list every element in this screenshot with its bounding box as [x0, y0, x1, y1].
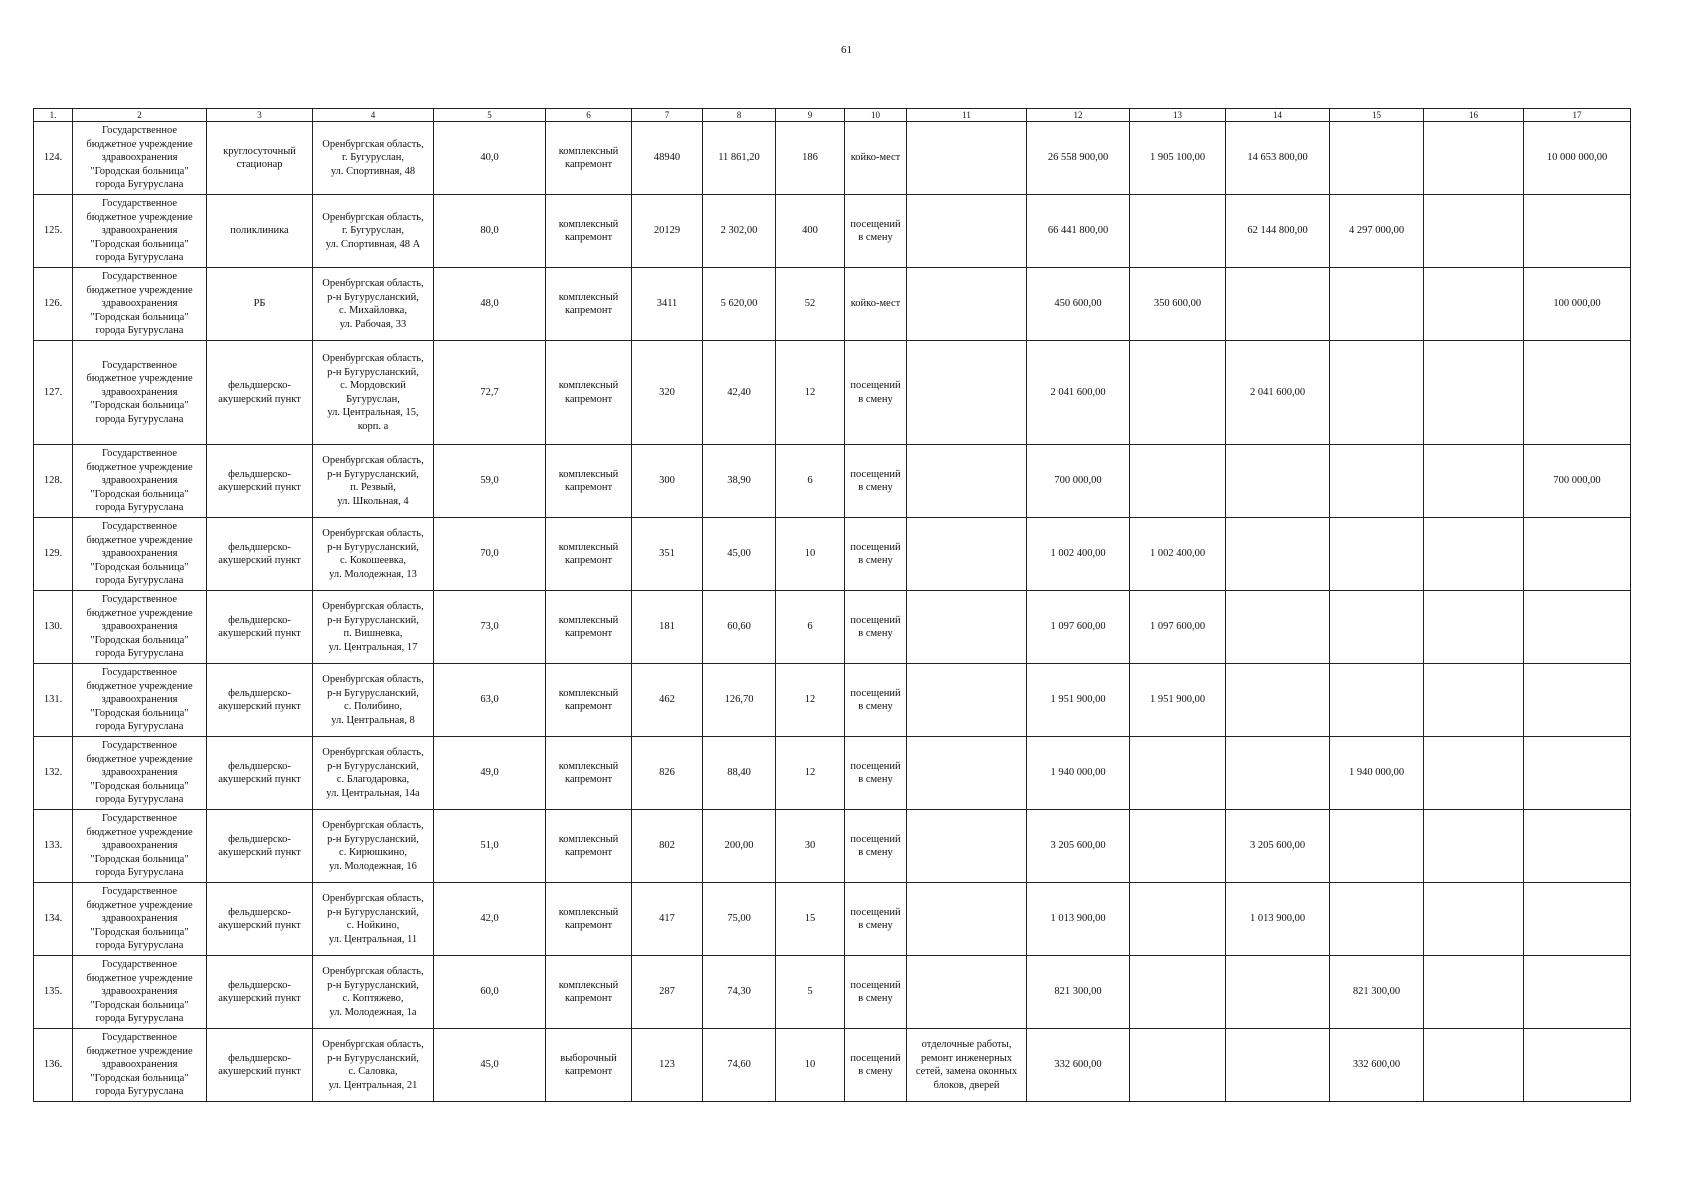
work-type: комплексный капремонт	[546, 737, 632, 810]
area-value: 200,00	[703, 810, 776, 883]
organization: Государственное бюджетное учреждение здравоохранения "Городская больница" города Бугуруслана	[73, 341, 207, 445]
facility-type: фельдшерско- акушерский пункт	[207, 1029, 313, 1102]
capacity-value: 6	[776, 445, 845, 518]
cost-col-17	[1524, 664, 1631, 737]
area-value: 45,00	[703, 518, 776, 591]
cost-col-17	[1524, 1029, 1631, 1102]
facility-type: фельдшерско- акушерский пункт	[207, 883, 313, 956]
col-14-header: 14	[1226, 109, 1330, 122]
facility-type: фельдшерско- акушерский пункт	[207, 664, 313, 737]
cost-col-14	[1226, 1029, 1330, 1102]
cost-col-13	[1130, 956, 1226, 1029]
organization: Государственное бюджетное учреждение здравоохранения "Городская больница" города Бугуруслана	[73, 664, 207, 737]
work-description	[907, 956, 1027, 1029]
cost-col-14: 2 041 600,00	[1226, 341, 1330, 445]
work-description	[907, 122, 1027, 195]
column-number-header	[34, 109, 1631, 122]
cost-col-14	[1226, 268, 1330, 341]
capacity-unit: посещений в смену	[845, 883, 907, 956]
cost-col-16	[1424, 883, 1524, 956]
capacity-value: 30	[776, 810, 845, 883]
col-7-value: 123	[632, 1029, 703, 1102]
table-row	[34, 1029, 1631, 1102]
organization: Государственное бюджетное учреждение здравоохранения "Городская больница" города Бугуруслана	[73, 195, 207, 268]
cost-col-13	[1130, 810, 1226, 883]
work-type: комплексный капремонт	[546, 195, 632, 268]
area-value: 88,40	[703, 737, 776, 810]
col-7-value: 351	[632, 518, 703, 591]
work-description	[907, 341, 1027, 445]
total-cost: 821 300,00	[1027, 956, 1130, 1029]
work-description	[907, 518, 1027, 591]
total-cost: 1 013 900,00	[1027, 883, 1130, 956]
total-cost: 1 002 400,00	[1027, 518, 1130, 591]
col-7-header: 7	[632, 109, 703, 122]
col-7-value: 320	[632, 341, 703, 445]
work-description	[907, 664, 1027, 737]
cost-col-14	[1226, 591, 1330, 664]
capacity-value: 12	[776, 664, 845, 737]
facility-type: фельдшерско- акушерский пункт	[207, 956, 313, 1029]
cost-col-13: 1 951 900,00	[1130, 664, 1226, 737]
col-7-value: 417	[632, 883, 703, 956]
work-description	[907, 810, 1027, 883]
address: Оренбургская область, р-н Бугурусланский, с. Нойкино, ул. Центральная, 11	[313, 883, 434, 956]
organization: Государственное бюджетное учреждение здравоохранения "Городская больница" города Бугуруслана	[73, 1029, 207, 1102]
area-value: 2 302,00	[703, 195, 776, 268]
cost-col-14: 14 653 800,00	[1226, 122, 1330, 195]
col-7-value: 300	[632, 445, 703, 518]
capacity-value: 5	[776, 956, 845, 1029]
col-7-value: 802	[632, 810, 703, 883]
capacity-value: 12	[776, 341, 845, 445]
cost-col-15	[1330, 883, 1424, 956]
work-description	[907, 195, 1027, 268]
cost-col-16	[1424, 591, 1524, 664]
row-number: 136.	[34, 1029, 73, 1102]
row-number: 131.	[34, 664, 73, 737]
col-4-header: 4	[313, 109, 434, 122]
table-row	[34, 268, 1631, 341]
row-number: 133.	[34, 810, 73, 883]
total-cost: 26 558 900,00	[1027, 122, 1130, 195]
cost-col-15	[1330, 268, 1424, 341]
address: Оренбургская область, р-н Бугурусланский, с. Благодаровка, ул. Центральная, 14а	[313, 737, 434, 810]
col-17-header: 17	[1524, 109, 1631, 122]
col-5-value: 48,0	[434, 268, 546, 341]
cost-col-14	[1226, 956, 1330, 1029]
total-cost: 66 441 800,00	[1027, 195, 1130, 268]
cost-col-17	[1524, 737, 1631, 810]
cost-col-16	[1424, 737, 1524, 810]
cost-col-15: 821 300,00	[1330, 956, 1424, 1029]
address: Оренбургская область, г. Бугуруслан, ул. Спортивная, 48	[313, 122, 434, 195]
table-row	[34, 518, 1631, 591]
col-16-header: 16	[1424, 109, 1524, 122]
col-7-value: 20129	[632, 195, 703, 268]
table-row	[34, 195, 1631, 268]
cost-col-14: 62 144 800,00	[1226, 195, 1330, 268]
table-row	[34, 445, 1631, 518]
cost-col-15	[1330, 122, 1424, 195]
table-row	[34, 883, 1631, 956]
cost-col-15: 4 297 000,00	[1330, 195, 1424, 268]
cost-col-16	[1424, 268, 1524, 341]
total-cost: 700 000,00	[1027, 445, 1130, 518]
facility-type: фельдшерско- акушерский пункт	[207, 518, 313, 591]
organization: Государственное бюджетное учреждение здравоохранения "Городская больница" города Бугуруслана	[73, 737, 207, 810]
cost-col-13	[1130, 445, 1226, 518]
total-cost: 332 600,00	[1027, 1029, 1130, 1102]
work-type: комплексный капремонт	[546, 268, 632, 341]
cost-col-17	[1524, 591, 1631, 664]
page-number: 61	[841, 44, 852, 56]
area-value: 42,40	[703, 341, 776, 445]
facility-type: фельдшерско- акушерский пункт	[207, 737, 313, 810]
col-2-header: 2	[73, 109, 207, 122]
col-11-header: 11	[907, 109, 1027, 122]
cost-col-15	[1330, 664, 1424, 737]
table-body	[34, 122, 1631, 1102]
cost-col-13	[1130, 883, 1226, 956]
cost-col-16	[1424, 122, 1524, 195]
col-10-header: 10	[845, 109, 907, 122]
cost-col-15	[1330, 591, 1424, 664]
total-cost: 3 205 600,00	[1027, 810, 1130, 883]
work-type: комплексный капремонт	[546, 956, 632, 1029]
col-13-header: 13	[1130, 109, 1226, 122]
facility-type: фельдшерско- акушерский пункт	[207, 810, 313, 883]
cost-col-13: 1 002 400,00	[1130, 518, 1226, 591]
facility-type: круглосуточный стационар	[207, 122, 313, 195]
col-5-value: 70,0	[434, 518, 546, 591]
address: Оренбургская область, г. Бугуруслан, ул. Спортивная, 48 А	[313, 195, 434, 268]
cost-col-14	[1226, 518, 1330, 591]
address: Оренбургская область, р-н Бугурусланский, п. Резвый, ул. Школьная, 4	[313, 445, 434, 518]
col-12-header: 12	[1027, 109, 1130, 122]
cost-col-13	[1130, 341, 1226, 445]
col-5-value: 72,7	[434, 341, 546, 445]
col-8-header: 8	[703, 109, 776, 122]
capacity-unit: посещений в смену	[845, 518, 907, 591]
cost-col-15	[1330, 341, 1424, 445]
capacity-unit: посещений в смену	[845, 445, 907, 518]
row-number: 132.	[34, 737, 73, 810]
table-row	[34, 664, 1631, 737]
table-row	[34, 591, 1631, 664]
work-type: комплексный капремонт	[546, 122, 632, 195]
capital-repair-table	[33, 108, 1631, 1102]
facility-type: фельдшерско- акушерский пункт	[207, 591, 313, 664]
cost-col-16	[1424, 195, 1524, 268]
row-number: 128.	[34, 445, 73, 518]
organization: Государственное бюджетное учреждение здравоохранения "Городская больница" города Бугуруслана	[73, 591, 207, 664]
cost-col-14	[1226, 664, 1330, 737]
cost-col-17	[1524, 956, 1631, 1029]
work-description	[907, 445, 1027, 518]
cost-col-15	[1330, 518, 1424, 591]
table-row	[34, 956, 1631, 1029]
cost-col-15: 332 600,00	[1330, 1029, 1424, 1102]
cost-col-16	[1424, 341, 1524, 445]
cost-col-16	[1424, 810, 1524, 883]
cost-col-13	[1130, 1029, 1226, 1102]
cost-col-17	[1524, 195, 1631, 268]
col-7-value: 826	[632, 737, 703, 810]
facility-type: фельдшерско- акушерский пункт	[207, 445, 313, 518]
organization: Государственное бюджетное учреждение здравоохранения "Городская больница" города Бугуруслана	[73, 883, 207, 956]
work-description	[907, 883, 1027, 956]
cost-col-14	[1226, 737, 1330, 810]
capacity-value: 400	[776, 195, 845, 268]
capacity-value: 10	[776, 518, 845, 591]
organization: Государственное бюджетное учреждение здравоохранения "Городская больница" города Бугуруслана	[73, 268, 207, 341]
work-type: комплексный капремонт	[546, 341, 632, 445]
capacity-unit: посещений в смену	[845, 737, 907, 810]
cost-col-15	[1330, 445, 1424, 518]
capacity-unit: койко-мест	[845, 122, 907, 195]
capacity-value: 15	[776, 883, 845, 956]
address: Оренбургская область, р-н Бугурусланский, с. Коптяжево, ул. Молодежная, 1а	[313, 956, 434, 1029]
col-7-value: 181	[632, 591, 703, 664]
address: Оренбургская область, р-н Бугурусланский, с. Кирюшкино, ул. Молодежная, 16	[313, 810, 434, 883]
capacity-unit: посещений в смену	[845, 810, 907, 883]
cost-col-17: 100 000,00	[1524, 268, 1631, 341]
col-9-header: 9	[776, 109, 845, 122]
facility-type: фельдшерско- акушерский пункт	[207, 341, 313, 445]
row-number: 134.	[34, 883, 73, 956]
cost-col-16	[1424, 1029, 1524, 1102]
col-5-value: 80,0	[434, 195, 546, 268]
total-cost: 450 600,00	[1027, 268, 1130, 341]
capacity-value: 6	[776, 591, 845, 664]
col-5-header: 5	[434, 109, 546, 122]
cost-col-13: 1 905 100,00	[1130, 122, 1226, 195]
cost-col-17	[1524, 518, 1631, 591]
col-5-value: 45,0	[434, 1029, 546, 1102]
organization: Государственное бюджетное учреждение здравоохранения "Городская больница" города Бугуруслана	[73, 445, 207, 518]
cost-col-13: 1 097 600,00	[1130, 591, 1226, 664]
area-value: 126,70	[703, 664, 776, 737]
cost-col-17: 700 000,00	[1524, 445, 1631, 518]
row-number: 130.	[34, 591, 73, 664]
capacity-unit: посещений в смену	[845, 956, 907, 1029]
work-type: комплексный капремонт	[546, 591, 632, 664]
col-7-value: 287	[632, 956, 703, 1029]
cost-col-17	[1524, 341, 1631, 445]
work-description	[907, 268, 1027, 341]
work-type: комплексный капремонт	[546, 883, 632, 956]
cost-col-14: 3 205 600,00	[1226, 810, 1330, 883]
work-description	[907, 737, 1027, 810]
address: Оренбургская область, р-н Бугурусланский, с. Мордовский Бугуруслан, ул. Центральная, 15, корп. а	[313, 341, 434, 445]
capacity-unit: посещений в смену	[845, 195, 907, 268]
table-row	[34, 810, 1631, 883]
total-cost: 2 041 600,00	[1027, 341, 1130, 445]
cost-col-13: 350 600,00	[1130, 268, 1226, 341]
row-number: 127.	[34, 341, 73, 445]
col-5-value: 42,0	[434, 883, 546, 956]
col-5-value: 51,0	[434, 810, 546, 883]
capacity-unit: посещений в смену	[845, 664, 907, 737]
row-number: 124.	[34, 122, 73, 195]
cost-col-17	[1524, 810, 1631, 883]
col-5-value: 60,0	[434, 956, 546, 1029]
organization: Государственное бюджетное учреждение здравоохранения "Городская больница" города Бугуруслана	[73, 518, 207, 591]
capacity-unit: койко-мест	[845, 268, 907, 341]
work-type: комплексный капремонт	[546, 664, 632, 737]
col-7-value: 462	[632, 664, 703, 737]
work-description: отделочные работы, ремонт инженерных сетей, замена оконных блоков, дверей	[907, 1029, 1027, 1102]
col-5-value: 59,0	[434, 445, 546, 518]
address: Оренбургская область, р-н Бугурусланский, с. Кокошеевка, ул. Молодежная, 13	[313, 518, 434, 591]
col-3-header: 3	[207, 109, 313, 122]
organization: Государственное бюджетное учреждение здравоохранения "Городская больница" города Бугуруслана	[73, 122, 207, 195]
area-value: 75,00	[703, 883, 776, 956]
area-value: 5 620,00	[703, 268, 776, 341]
col-15-header: 15	[1330, 109, 1424, 122]
row-number: 125.	[34, 195, 73, 268]
work-type: комплексный капремонт	[546, 518, 632, 591]
address: Оренбургская область, р-н Бугурусланский, с. Саловка, ул. Центральная, 21	[313, 1029, 434, 1102]
capacity-unit: посещений в смену	[845, 1029, 907, 1102]
organization: Государственное бюджетное учреждение здравоохранения "Городская больница" города Бугуруслана	[73, 956, 207, 1029]
cost-col-13	[1130, 195, 1226, 268]
area-value: 74,30	[703, 956, 776, 1029]
work-type: комплексный капремонт	[546, 445, 632, 518]
area-value: 60,60	[703, 591, 776, 664]
col-6-header: 6	[546, 109, 632, 122]
area-value: 11 861,20	[703, 122, 776, 195]
cost-col-16	[1424, 445, 1524, 518]
row-number: 129.	[34, 518, 73, 591]
table-row	[34, 737, 1631, 810]
col-7-value: 48940	[632, 122, 703, 195]
work-type: выборочный капремонт	[546, 1029, 632, 1102]
area-value: 38,90	[703, 445, 776, 518]
capacity-value: 12	[776, 737, 845, 810]
cost-col-15: 1 940 000,00	[1330, 737, 1424, 810]
col-5-value: 49,0	[434, 737, 546, 810]
cost-col-16	[1424, 956, 1524, 1029]
address: Оренбургская область, р-н Бугурусланский, с. Михайловка, ул. Рабочая, 33	[313, 268, 434, 341]
cost-col-13	[1130, 737, 1226, 810]
work-description	[907, 591, 1027, 664]
cost-col-14: 1 013 900,00	[1226, 883, 1330, 956]
capacity-value: 10	[776, 1029, 845, 1102]
capacity-value: 186	[776, 122, 845, 195]
table-row	[34, 341, 1631, 445]
total-cost: 1 097 600,00	[1027, 591, 1130, 664]
address: Оренбургская область, р-н Бугурусланский, п. Вишневка, ул. Центральная, 17	[313, 591, 434, 664]
table-row	[34, 122, 1631, 195]
area-value: 74,60	[703, 1029, 776, 1102]
organization: Государственное бюджетное учреждение здравоохранения "Городская больница" города Бугуруслана	[73, 810, 207, 883]
facility-type: РБ	[207, 268, 313, 341]
cost-col-16	[1424, 664, 1524, 737]
work-type: комплексный капремонт	[546, 810, 632, 883]
col-1-header: 1.	[34, 109, 73, 122]
cost-col-17	[1524, 883, 1631, 956]
capacity-value: 52	[776, 268, 845, 341]
cost-col-16	[1424, 518, 1524, 591]
row-number: 126.	[34, 268, 73, 341]
cost-col-15	[1330, 810, 1424, 883]
address: Оренбургская область, р-н Бугурусланский, с. Полибино, ул. Центральная, 8	[313, 664, 434, 737]
total-cost: 1 951 900,00	[1027, 664, 1130, 737]
col-5-value: 40,0	[434, 122, 546, 195]
col-7-value: 3411	[632, 268, 703, 341]
cost-col-17: 10 000 000,00	[1524, 122, 1631, 195]
row-number: 135.	[34, 956, 73, 1029]
total-cost: 1 940 000,00	[1027, 737, 1130, 810]
capacity-unit: посещений в смену	[845, 591, 907, 664]
col-5-value: 63,0	[434, 664, 546, 737]
capacity-unit: посещений в смену	[845, 341, 907, 445]
facility-type: поликлиника	[207, 195, 313, 268]
col-5-value: 73,0	[434, 591, 546, 664]
cost-col-14	[1226, 445, 1330, 518]
